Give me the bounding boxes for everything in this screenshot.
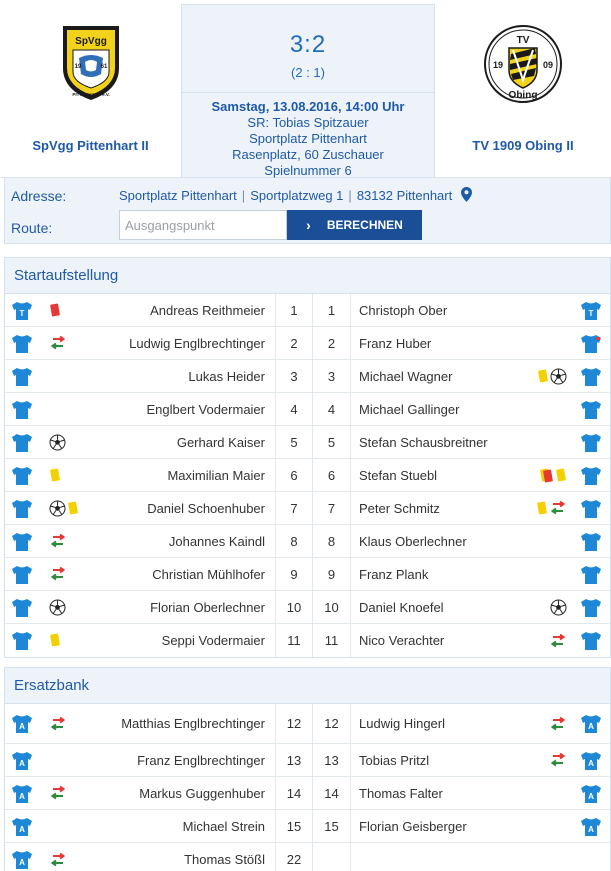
away-shirt-number <box>313 624 351 657</box>
home-team-name[interactable]: SpVgg Pittenhart II <box>32 138 149 153</box>
away-player-shirt-icon <box>580 784 604 804</box>
address-street[interactable]: Sportplatzweg 1 <box>250 188 344 203</box>
player-row <box>5 777 610 810</box>
home-shirt-number <box>275 704 313 743</box>
away-player-events <box>527 591 567 623</box>
ground-attendance: Rasenplatz, 60 Zuschauer <box>232 147 384 162</box>
home-player-name[interactable] <box>95 744 265 776</box>
home-shirt-number-text: 22 <box>286 852 302 867</box>
substitution-icon <box>49 853 67 867</box>
player-row <box>5 704 610 744</box>
away-player-events <box>527 744 567 776</box>
away-player-shirt-icon <box>580 400 604 420</box>
away-shirt-number-text: 1 <box>327 302 336 318</box>
away-player-events <box>527 426 567 458</box>
away-player-events <box>527 777 567 809</box>
yellow-card-icon <box>536 501 548 516</box>
away-player-events <box>527 525 567 557</box>
substitution-icon <box>549 501 567 515</box>
away-player-events <box>527 558 567 590</box>
yellow-card-icon <box>67 501 79 516</box>
home-shirt-number-text: 2 <box>290 335 298 351</box>
yellow-red-card-icon <box>540 468 554 483</box>
home-player-shirt-icon <box>11 784 35 804</box>
away-player-name[interactable] <box>359 492 529 524</box>
away-player-name[interactable] <box>359 525 529 557</box>
away-player-shirt-icon <box>580 751 604 771</box>
home-shirt-number <box>275 294 313 326</box>
away-shirt-number-text: 11 <box>324 633 339 648</box>
substitution-icon <box>549 717 567 731</box>
away-player-shirt-icon <box>580 817 604 837</box>
away-shirt-number <box>313 777 351 809</box>
home-player-name-text[interactable]: Christian Mühlhofer <box>152 566 265 582</box>
substitution-icon <box>549 634 567 648</box>
map-pin-icon[interactable] <box>461 187 472 205</box>
home-player-name-text[interactable]: Daniel Schoenhuber <box>147 500 265 516</box>
home-player-shirt-icon <box>11 301 35 321</box>
home-shirt-number <box>275 591 313 623</box>
home-shirt-number-text: 6 <box>290 467 298 483</box>
address-venue[interactable]: Sportplatz Pittenhart <box>119 188 237 203</box>
away-player-events <box>527 459 567 491</box>
home-shirt-number <box>275 327 313 359</box>
home-player-events <box>49 810 89 842</box>
away-shirt-number-text: 14 <box>324 785 339 801</box>
address-separator: | <box>241 188 246 203</box>
away-player-name-text[interactable]: Klaus Oberlechner <box>359 533 467 549</box>
home-shirt-number <box>275 744 313 776</box>
home-player-events <box>49 525 89 557</box>
away-player-name[interactable] <box>359 360 529 392</box>
home-player-name[interactable] <box>95 294 265 326</box>
route-start-input[interactable] <box>119 210 287 240</box>
yellow-card-icon <box>537 369 549 384</box>
home-shirt-number-text: 9 <box>290 566 298 582</box>
home-player-shirt-icon <box>11 532 35 552</box>
away-player-events <box>527 360 567 392</box>
away-shirt-number-text: 6 <box>327 467 336 483</box>
away-team-logo[interactable] <box>483 24 563 107</box>
substitution-icon <box>49 534 67 548</box>
away-shirt-number-text: 7 <box>327 500 336 516</box>
away-player-name[interactable] <box>359 327 529 359</box>
away-player-name[interactable] <box>359 843 529 871</box>
away-player-events <box>527 704 567 743</box>
away-player-shirt-icon <box>580 433 604 453</box>
home-shirt-number-text: 7 <box>290 500 298 516</box>
away-shirt-number <box>313 393 351 425</box>
away-shirt-number <box>313 704 351 743</box>
away-player-name[interactable] <box>359 624 529 657</box>
away-player-shirt-icon <box>580 598 604 618</box>
home-player-shirt-icon <box>11 433 35 453</box>
player-row <box>5 558 610 591</box>
goal-ball-icon <box>49 500 66 517</box>
svg-text:A: A <box>588 722 594 731</box>
away-shirt-number <box>313 426 351 458</box>
player-row <box>5 426 610 459</box>
svg-text:Obing: Obing <box>508 90 538 101</box>
home-player-name[interactable] <box>95 459 265 491</box>
home-player-events <box>49 744 89 776</box>
calculate-route-label: BERECHNEN <box>326 218 403 232</box>
away-player-name-text[interactable]: Michael Wagner <box>359 368 453 384</box>
bench-rows <box>5 704 610 871</box>
away-shirt-number-text: 2 <box>327 335 336 351</box>
away-player-shirt-icon <box>580 499 604 519</box>
svg-text:A: A <box>19 825 25 834</box>
player-row <box>5 360 610 393</box>
svg-text:A: A <box>588 825 594 834</box>
svg-text:19: 19 <box>492 60 504 70</box>
away-player-name-text[interactable]: Tobias Pritzl <box>359 752 430 768</box>
home-shirt-number-text: 15 <box>286 818 302 834</box>
svg-text:A: A <box>19 858 25 867</box>
match-info <box>182 92 434 182</box>
home-player-events <box>49 492 89 524</box>
away-shirt-number-text: 13 <box>324 752 339 768</box>
away-shirt-number <box>313 459 351 491</box>
player-row <box>5 294 610 327</box>
home-player-events <box>49 327 89 359</box>
home-shirt-number-text: 4 <box>290 401 298 417</box>
player-row <box>5 810 610 843</box>
player-row <box>5 327 610 360</box>
svg-text:A: A <box>19 722 25 731</box>
away-player-name[interactable] <box>359 294 529 326</box>
home-player-name-text[interactable]: Ludwig Englbrechtinger <box>129 335 265 351</box>
goal-ball-icon <box>550 599 567 616</box>
address-city[interactable]: 83132 Pittenhart <box>356 188 453 203</box>
home-player-name-text[interactable]: Michael Strein <box>182 818 265 834</box>
away-player-shirt-icon <box>580 631 604 651</box>
svg-text:PITTENHART e.V.: PITTENHART e.V. <box>71 92 110 97</box>
away-shirt-number-text: 4 <box>327 401 336 417</box>
address-line[interactable] <box>119 187 472 205</box>
route-label: Route: <box>11 220 53 236</box>
svg-text:A: A <box>588 792 594 801</box>
home-player-shirt-icon <box>11 400 35 420</box>
svg-text:SpVgg: SpVgg <box>74 36 107 47</box>
home-player-name-text[interactable]: Andreas Reithmeier <box>150 302 265 318</box>
home-shirt-number-text: 13 <box>286 752 302 768</box>
away-shirt-number-text: 12 <box>324 716 339 731</box>
player-row <box>5 525 610 558</box>
away-player-name-text[interactable]: Thomas Falter <box>359 785 443 801</box>
away-player-shirt-icon <box>580 565 604 585</box>
away-player-shirt-icon <box>580 532 604 552</box>
substitution-icon <box>49 567 67 581</box>
halftime-score: (2 : 1) <box>291 65 325 80</box>
home-player-name[interactable] <box>95 704 265 743</box>
bench-panel <box>4 667 611 871</box>
home-player-events <box>49 459 89 491</box>
away-player-shirt-icon <box>580 466 604 486</box>
away-shirt-number-text: 10 <box>324 599 339 615</box>
yellow-card-icon <box>49 468 61 483</box>
player-row <box>5 492 610 525</box>
away-shirt-number-text: 15 <box>324 818 339 834</box>
home-shirt-number <box>275 810 313 842</box>
venue: Sportplatz Pittenhart <box>249 131 367 146</box>
player-row <box>5 624 610 657</box>
address-separator: | <box>348 188 352 203</box>
svg-text:TV: TV <box>516 35 530 46</box>
away-shirt-number <box>313 492 351 524</box>
home-shirt-number-text: 10 <box>286 599 302 615</box>
home-player-name-text[interactable]: Englbert Vodermaier <box>146 401 265 417</box>
home-player-name[interactable] <box>95 426 265 458</box>
home-player-shirt-icon <box>11 751 35 771</box>
home-player-events <box>49 843 89 871</box>
home-player-name-text[interactable]: Seppi Vodermaier <box>161 633 265 648</box>
away-player-events <box>527 843 567 871</box>
player-row <box>5 393 610 426</box>
away-player-name[interactable] <box>359 558 529 590</box>
lineup-panel <box>4 257 611 658</box>
lineup-title: Startaufstellung <box>5 258 610 294</box>
home-player-name-text[interactable]: Franz Englbrechtinger <box>137 752 265 768</box>
home-player-shirt-icon <box>11 565 35 585</box>
match-header <box>0 0 611 178</box>
home-player-name-text[interactable]: Johannes Kaindl <box>168 533 265 549</box>
away-player-shirt-icon <box>580 301 604 321</box>
player-row <box>5 591 610 624</box>
away-shirt-number <box>313 843 351 871</box>
home-shirt-number <box>275 360 313 392</box>
score-box <box>181 4 435 178</box>
yellow-card-icon <box>49 633 61 648</box>
home-shirt-number <box>275 393 313 425</box>
home-player-events <box>49 704 89 743</box>
home-player-name[interactable] <box>95 525 265 557</box>
home-player-name[interactable] <box>95 393 265 425</box>
home-player-name-text[interactable]: Lukas Heider <box>188 368 265 384</box>
home-player-shirt-icon <box>11 598 35 618</box>
home-shirt-number-text: 12 <box>286 716 302 731</box>
bench-title: Ersatzbank <box>5 668 610 704</box>
home-shirt-number <box>275 558 313 590</box>
away-player-name[interactable] <box>359 704 529 743</box>
address-label: Adresse: <box>11 188 67 204</box>
away-shirt-number <box>313 810 351 842</box>
svg-text:A: A <box>19 792 25 801</box>
away-team[interactable] <box>435 0 611 178</box>
home-player-name[interactable] <box>95 360 265 392</box>
home-player-shirt-icon <box>11 499 35 519</box>
home-player-events <box>49 777 89 809</box>
away-player-name-text[interactable]: Stefan Schausbreitner <box>359 434 488 450</box>
away-shirt-number <box>313 294 351 326</box>
home-shirt-number-text: 5 <box>290 434 298 450</box>
red-card-icon <box>49 303 61 318</box>
home-player-name-text[interactable]: Matthias Englbrechtinger <box>121 716 265 731</box>
player-row <box>5 744 610 777</box>
home-player-events <box>49 360 89 392</box>
match-date: Samstag, 13.08.2016, 14:00 Uhr <box>211 99 405 114</box>
home-shirt-number-text: 14 <box>286 785 302 801</box>
svg-text:09: 09 <box>542 60 554 70</box>
home-player-name[interactable] <box>95 558 265 590</box>
final-score: 3:2 <box>289 31 327 58</box>
home-player-shirt-icon <box>11 631 35 651</box>
away-shirt-number <box>313 525 351 557</box>
goal-ball-icon <box>49 599 66 616</box>
away-shirt-number-text: 3 <box>327 368 336 384</box>
lineup-rows <box>5 294 610 657</box>
home-player-events <box>49 426 89 458</box>
substitution-icon <box>49 336 67 350</box>
home-player-name[interactable] <box>95 591 265 623</box>
home-player-events <box>49 294 89 326</box>
away-player-name-text[interactable]: Peter Schmitz <box>359 500 440 516</box>
home-player-name[interactable] <box>95 492 265 524</box>
home-shirt-number-text: 1 <box>290 302 298 318</box>
home-player-events <box>49 558 89 590</box>
calculate-route-button[interactable] <box>287 210 422 240</box>
svg-text:A: A <box>19 759 25 768</box>
substitution-icon <box>549 753 567 767</box>
away-player-name[interactable] <box>359 426 529 458</box>
away-player-shirt-icon <box>580 334 604 354</box>
chevron-right-icon: › <box>306 217 311 233</box>
svg-text:19: 19 <box>74 64 81 70</box>
away-player-name-text[interactable]: Christoph Ober <box>359 302 448 318</box>
home-player-events <box>49 624 89 657</box>
home-player-name[interactable] <box>95 843 265 871</box>
away-player-name-text[interactable]: Michael Gallinger <box>359 401 460 417</box>
player-row <box>5 459 610 492</box>
away-player-name-text[interactable]: Stefan Stuebl <box>359 467 438 483</box>
home-player-name-text[interactable]: Maximilian Maier <box>167 467 265 483</box>
away-player-events <box>527 810 567 842</box>
home-player-events <box>49 591 89 623</box>
home-player-name-text[interactable]: Thomas Stößl <box>184 852 265 867</box>
goal-ball-icon <box>550 368 567 385</box>
svg-text:T: T <box>19 309 25 318</box>
away-shirt-number <box>313 558 351 590</box>
away-shirt-number <box>313 591 351 623</box>
home-shirt-number <box>275 843 313 871</box>
home-shirt-number-text: 3 <box>290 368 298 384</box>
svg-text:A: A <box>588 759 594 768</box>
away-shirt-number-text: 5 <box>327 434 336 450</box>
away-player-shirt-icon <box>580 714 604 734</box>
away-shirt-number <box>313 327 351 359</box>
away-player-name-text[interactable]: Nico Verachter <box>359 633 445 648</box>
home-team[interactable] <box>0 0 181 178</box>
home-player-name[interactable] <box>95 777 265 809</box>
away-shirt-number <box>313 360 351 392</box>
home-player-shirt-icon <box>11 817 35 837</box>
home-player-shirt-icon <box>11 466 35 486</box>
home-shirt-number <box>275 525 313 557</box>
home-shirt-number <box>275 426 313 458</box>
home-shirt-number <box>275 777 313 809</box>
away-shirt-number <box>313 744 351 776</box>
home-shirt-number-text: 11 <box>287 633 301 648</box>
away-player-name[interactable] <box>359 777 529 809</box>
home-player-events <box>49 393 89 425</box>
svg-text:61: 61 <box>100 64 107 70</box>
svg-text:T: T <box>588 309 594 318</box>
substitution-icon <box>49 786 67 800</box>
away-player-name[interactable] <box>359 744 529 776</box>
home-shirt-number <box>275 624 313 657</box>
away-player-name[interactable] <box>359 810 529 842</box>
address-box <box>4 178 611 244</box>
away-player-events <box>527 624 567 657</box>
game-number: Spielnummer 6 <box>264 163 352 178</box>
home-player-shirt-icon <box>11 367 35 387</box>
away-player-name-text[interactable]: Daniel Knoefel <box>359 599 444 615</box>
away-shirt-number-text: 9 <box>327 566 336 582</box>
away-player-name-text[interactable]: Florian Geisberger <box>359 818 467 834</box>
away-player-name[interactable] <box>359 393 529 425</box>
home-shirt-number <box>275 492 313 524</box>
home-shirt-number-text: 8 <box>290 533 298 549</box>
substitution-icon <box>49 717 67 731</box>
away-player-events <box>527 294 567 326</box>
home-team-logo[interactable] <box>59 22 123 105</box>
away-player-events <box>527 327 567 359</box>
away-team-name[interactable]: TV 1909 Obing II <box>472 138 574 153</box>
yellow-card-icon <box>555 468 567 483</box>
home-player-name-text[interactable]: Florian Oberlechner <box>150 599 265 615</box>
home-player-name[interactable] <box>95 810 265 842</box>
home-shirt-number <box>275 459 313 491</box>
player-row <box>5 843 610 871</box>
away-player-name-text[interactable]: Ludwig Hingerl <box>359 716 445 731</box>
home-player-name[interactable] <box>95 327 265 359</box>
home-player-name-text[interactable]: Gerhard Kaiser <box>176 434 265 450</box>
home-player-name-text[interactable]: Markus Guggenhuber <box>139 785 265 801</box>
home-player-shirt-icon <box>11 714 35 734</box>
away-player-shirt-icon <box>580 367 604 387</box>
home-player-shirt-icon <box>11 334 35 354</box>
away-player-name-text[interactable]: Franz Plank <box>359 566 429 582</box>
referee: SR: Tobias Spitzauer <box>247 115 369 130</box>
away-player-name[interactable] <box>359 459 529 491</box>
away-shirt-number-text: 8 <box>327 533 336 549</box>
goal-ball-icon <box>49 434 66 451</box>
away-player-events <box>527 492 567 524</box>
away-player-name[interactable] <box>359 591 529 623</box>
home-player-name[interactable] <box>95 624 265 657</box>
away-player-events <box>527 393 567 425</box>
away-player-name-text[interactable]: Franz Huber <box>359 335 432 351</box>
home-player-shirt-icon <box>11 850 35 870</box>
